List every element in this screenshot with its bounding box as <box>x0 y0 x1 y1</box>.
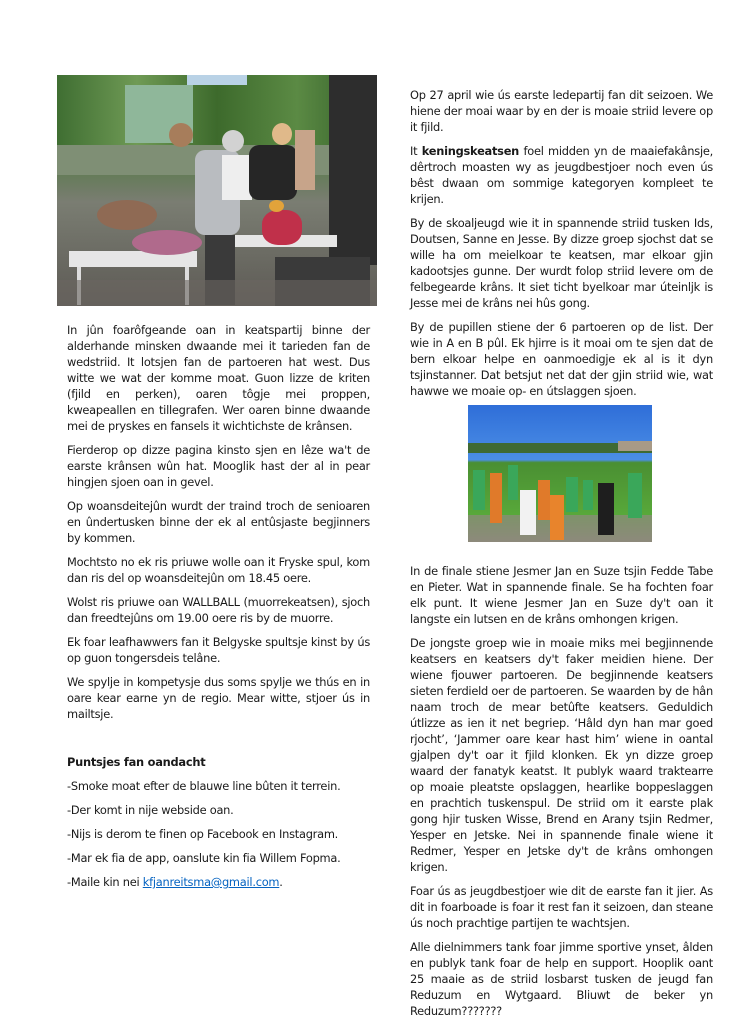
attention-item-mail <box>67 874 370 890</box>
paragraph-training-wednesday: Op woansdeitejûn wurdt der traind troch de senioaren en ûndertusken binne der ek al entûsjaste begjinners by kommen. <box>67 499 370 545</box>
paragraph-school-youth: By de skoaljeugd wie it in spannende striid tusken Ids, Doutsen, Sanne en Jesse. By dizze groep sjochst dat se wille ha om meielkoar te keatsen, mar elkoar gjin kadootsjes gunne. Der wurdt folop striid levere om de felbegearde krâns. It siet ticht byelkoar mar úteinljk is Jesse mei de krâns nei hûs gong. <box>410 216 713 310</box>
attention-item: -Smoke moat efter de blauwe line bûten it terrein. <box>67 779 341 793</box>
right-column <box>410 87 713 1027</box>
attention-item: -Nijs is derom te finen op Facebook en Instagram. <box>67 827 339 841</box>
paragraph-kings-keatsen <box>410 143 713 207</box>
paragraph-first-match: Op 27 april wie ús earste ledepartij fan dit seizoen. We hiene der moai waar by en der is moaie striid levere op it fjild. <box>410 88 713 134</box>
paragraph-final: In de finale stiene Jesmer Jan en Suze tsjin Fedde Tabe en Pieter. Wat in spannende finale. Se ha fochten foar elk punt. It wiene Jesmer Jan en Suze dy't oan it langste ein lutsen en de krâns omhongen krigen. <box>410 564 713 626</box>
attention-item: -Mar ek fia de app, oanslute kin fia Willem Fopma. <box>67 851 341 865</box>
attention-item: -Der komt in nije webside oan. <box>67 803 234 817</box>
p2-prefix: It <box>410 144 422 158</box>
paragraph-belgian-game: Ek foar leafhawwers fan it Belgyske spultsje kinst by ús op guon tongersdeis telâne. <box>67 635 370 665</box>
keyword-keningskeatsen: keningskeatsen <box>421 144 520 158</box>
email-link[interactable]: kfjanreitsma@gmail.com <box>142 875 280 889</box>
mail-suffix: . <box>279 875 283 889</box>
attention-heading: Puntsjes fan oandacht <box>67 755 206 769</box>
wreath-preparation-photo <box>57 75 377 306</box>
paragraph-pupils: By de pupillen stiene der 6 partoeren op de list. Der wie in A en B pûl. Ek hjirre is it moai om te sjen dat de bern elkoar helpe en oanmoedigje ek al is it dyn tsjinstanner. Dat betsjut net dat der gjin striid wie, wat hawwe we moaie op- en útslaggen sjoen. <box>410 320 713 398</box>
left-column <box>67 322 370 898</box>
paragraph-first-wreaths: Fierderop op dizze pagina kinsto sjen en lêze wa't de earste krânsen wûn hat. Mooglik hast der al in pear hingjen sjoen oan in gevel. <box>67 443 370 489</box>
paragraph-competition: We spylje in kompetysje dus soms spylje we thús en in oare kear earne yn de regio. Mear witte, stjoer ús in mailtsje. <box>67 675 370 721</box>
paragraph-try-it: Mochtsto no ek ris priuwe wolle oan it Fryske spul, kom dan ris del op woansdeitejûn om 18.45 oere. <box>67 555 370 585</box>
paragraph-youngest-group: De jongste groep wie in moaie miks mei begjinnende keatsers en keatsers dy't faker meidien hiene. Der wiene fjouwer partoeren. De begjinnende keatsers sieten ferdield oer de partoeren. Se waarden by de hân naam troch de mear betûfte keatsers. Geduldich útlizze as ien it net begriep. ‘Hâld dyn han mar goed rjocht’, ‘Jammer oare kear hast him’ wiene in oantal gjalpen dy't oar it fjild klonken. Ek yn dizze groep waard der fanatyk keatst. It publyk waard traktearre op moaie pleatste opslaggen, hearlike boppeslaggen en prachtich tuskenspul. De striid om it earste plak gong hjir tusken Wisse, Brend en Arany tsjin Redmer, Yesper en Jetske. Nei in spannende finale wiene it Redmer, Yesper en Jetske dy't de krâns omhongen krigen. <box>410 636 713 874</box>
paragraph-board: Foar ús as jeugdbestjoer wie dit de earste fan it jier. As dit in foarboade is foar it rest fan it seizoen, dan steane ús noch prachtige partijen te wachtsjen. <box>410 884 713 930</box>
p2-rest: foel midden yn de maaiefakânsje, dêrtroch moasten wy as jeugdbestjoer noch even ús bêst dwaan om sommige kategoryen kompleet te krijen. <box>410 144 713 206</box>
mail-prefix: -Maile kin nei <box>67 875 143 889</box>
paragraph-thanks: Alle dielnimmers tank foar jimme sportive ynset, âlden en publyk tank foar de help en support. Hooplik oant 25 maaie as de striid losbarst tusken de jeugd fan Reduzum en Wytgaard. Bliuwt de beker yn Reduzum??????? <box>410 940 713 1018</box>
paragraph-preparation: In jûn foarôfgeande oan in keatspartij binne der alderhande minsken dwaande mei it tarieden fan de wedstriid. It lotsjen fan de partoeren hat west. Dus witte we wat der komme moat. Guon lizze de kriten (fjild en perken), oaren tôgje mei proppen, kweapeallen en tillegrafen. Wer oaren binne dwaande mei de pryskes en fansels it wichtichste de krânsen. <box>67 323 370 433</box>
paragraph-wallball: Wolst ris priuwe oan WALLBALL (muorrekeatsen), sjoch dan freedtejûns om 19.00 oere ris by de muorre. <box>67 595 370 625</box>
youth-field-photo <box>468 405 652 542</box>
